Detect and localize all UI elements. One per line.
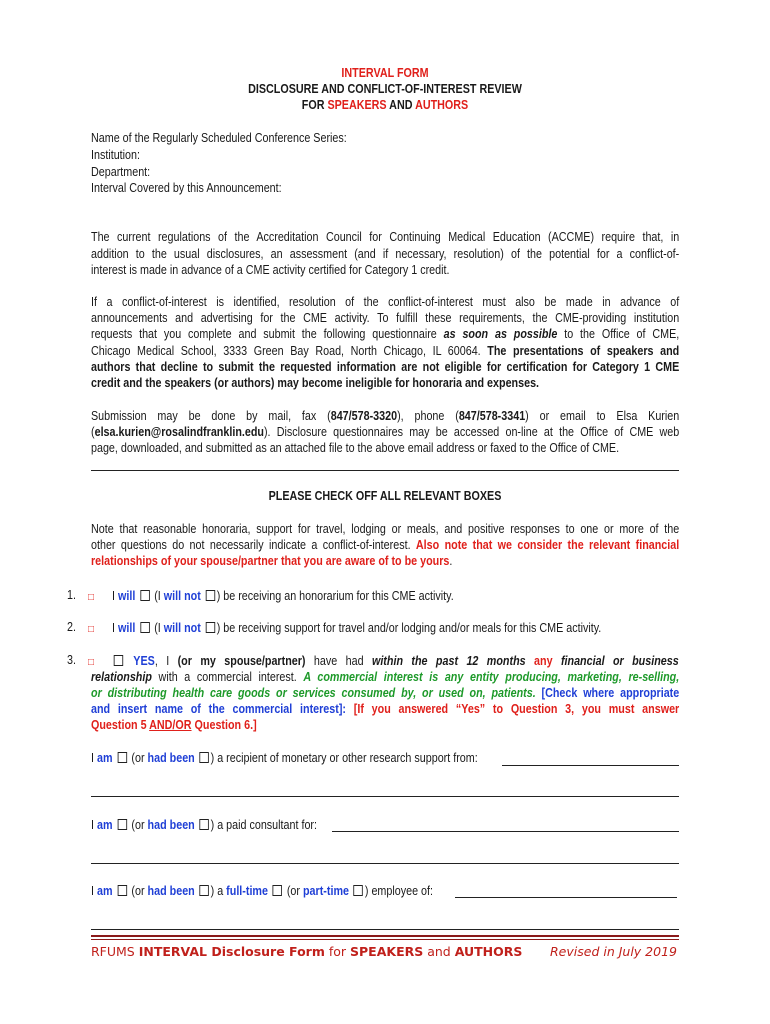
full-time-checkbox[interactable] (273, 885, 282, 896)
q3-yes-checkbox[interactable] (114, 655, 123, 666)
email-link[interactable]: elsa.kurien@rosalindfranklin.edu (94, 425, 264, 439)
employer-input[interactable] (455, 897, 677, 898)
q2-bullet (88, 620, 94, 638)
question-1: I will (I will not ) be receiving an honorarium for this CME activity. (112, 589, 454, 603)
q1-will-not-label: will not (163, 589, 201, 603)
para2-line5: authors that decline to submit the requested information are not eligible for certification for Category 1 CME (91, 360, 680, 374)
note-line1: Note that reasonable honoraria, support for travel, lodging or meals, and positive responses to one or more of the (91, 522, 680, 536)
q3-yes-label: YES (133, 654, 155, 668)
sub3-am-label: am (96, 884, 113, 898)
q3-line1: YES, I (or my spouse/partner) have had within the past 12 months any financial or business (112, 653, 679, 669)
question-2: I will (I will not ) be receiving support for travel and/or lodging and/or meals for this CME activity. (112, 621, 602, 635)
sub-research-support: I am (or had been ) a recipient of monetary or other research support from: (91, 751, 478, 765)
q1-will-checkbox[interactable] (140, 590, 149, 601)
sub2-had-been-label: had been (147, 818, 195, 832)
sub3-am-checkbox[interactable] (117, 885, 126, 896)
sub1-am-label: am (96, 751, 113, 765)
form-subtitle-text: DISCLOSURE AND CONFLICT-OF-INTEREST REVIEW (248, 82, 522, 96)
phone-number: 847/578-3341 (458, 409, 526, 423)
employer-input-line2[interactable] (91, 929, 679, 930)
sub1-am-checkbox[interactable] (117, 752, 126, 763)
check-heading: PLEASE CHECK OFF ALL RELEVANT BOXES (268, 489, 502, 503)
full-time-label: full-time (226, 884, 268, 898)
note-line2: other questions do not necessarily indicate a conflict-of-interest. Also note that we consider the relevant financial (91, 538, 680, 552)
sub2-am-label: am (96, 818, 113, 832)
q2-will-not-label: will not (163, 621, 201, 635)
paid-consultant-input[interactable] (332, 831, 679, 832)
field-interval-covered-label: Interval Covered by this Announcement: (91, 181, 282, 195)
q1-bullet (88, 588, 94, 606)
sub-employee: I am (or had been ) a full-time (or part-time ) employee of: (91, 884, 434, 898)
fax-number: 847/578-3320 (330, 409, 398, 423)
sub1-had-been-label: had been (147, 751, 195, 765)
research-support-input[interactable] (502, 765, 679, 766)
field-department[interactable] (91, 164, 160, 180)
q3-line5: Question 5 AND/OR Question 6.] (91, 718, 257, 732)
audience-and: AND (386, 98, 416, 112)
para3-line3: page, downloaded, and submitted as an attached file to the above email address or faxed to the Office of CME. (91, 441, 620, 455)
form-subtitle (0, 82, 770, 96)
field-conference-series[interactable] (91, 130, 388, 146)
q3-number: 3. (67, 653, 76, 667)
research-support-input-line2[interactable] (91, 796, 679, 797)
q1-will-not-checkbox[interactable] (206, 590, 215, 601)
para3-line1: Submission may be done by mail, fax (847/578-3320), phone (847/578-3341) or email to Elsa Kurien (91, 409, 680, 423)
para2-line3: requests that you complete and submit the following questionnaire as soon as possible to the Office of CME, (91, 327, 680, 341)
q1-number: 1. (67, 588, 76, 602)
bullet-icon: □ (88, 592, 95, 603)
asap-emphasis: as soon as possible (443, 327, 558, 341)
para1-line3: interest is made in advance of a CME activity certified for Category 1 credit. (91, 263, 450, 277)
para2-line2: announcements and advertising for the CME activity. To fulfill these requirements, the CME-providing institution (91, 311, 680, 325)
bullet-icon: □ (88, 657, 95, 668)
q2-number: 2. (67, 620, 76, 634)
field-institution-label: Institution: (91, 148, 141, 162)
field-institution[interactable] (91, 147, 148, 163)
paid-consultant-input-line2[interactable] (91, 863, 679, 864)
part-time-label: part-time (302, 884, 349, 898)
q3-line2: relationship with a commercial interest. A commercial interest is any entity producing, marketing, re-selling, (91, 670, 680, 684)
q2-will-not-checkbox[interactable] (206, 622, 215, 633)
q2-will-checkbox[interactable] (140, 622, 149, 633)
para3-line2: (elsa.kurien@rosalindfranklin.edu). Disclosure questionnaires may be accessed on-line at the Office of CME web (91, 425, 680, 439)
footer-rule (91, 935, 679, 937)
form-title (0, 66, 770, 80)
para2-line4: Chicago Medical School, 3333 Green Bay Road, North Chicago, IL 60064. The presentations of speakers and (91, 344, 680, 358)
part-time-checkbox[interactable] (354, 885, 363, 896)
field-conference-series-label: Name of the Regularly Scheduled Conference Series: (91, 131, 347, 145)
section-divider (91, 470, 679, 471)
note-line3: relationships of your spouse/partner that you are aware of to be yours. (91, 554, 453, 568)
sub3-had-been-checkbox[interactable] (199, 885, 208, 896)
sub1-had-been-checkbox[interactable] (199, 752, 208, 763)
bullet-icon: □ (88, 624, 95, 635)
audience-authors: AUTHORS (415, 98, 469, 112)
sub3-had-been-label: had been (147, 884, 195, 898)
footer-revised-date: Revised in July 2019 (550, 944, 677, 959)
q3-line4: and insert name of the commercial interest]: [If you answered “Yes” to Question 3, you must answer (91, 702, 680, 716)
audience-for: FOR (301, 98, 328, 112)
footer-title: RFUMS INTERVAL Disclosure Form for SPEAKERS and AUTHORS (91, 944, 523, 959)
form-title-text: INTERVAL FORM (341, 66, 429, 80)
para2-line1: If a conflict-of-interest is identified, resolution of the conflict-of-interest must also be made in advance of (91, 295, 680, 309)
para1-line1: The current regulations of the Accreditation Council for Continuing Medical Education (ACCME) require that, in (91, 230, 680, 244)
sub2-am-checkbox[interactable] (117, 819, 126, 830)
footer-rule-thin (91, 939, 679, 940)
audience-speakers: SPEAKERS (327, 98, 387, 112)
q1-will-label: will (117, 589, 136, 603)
para1-line2: addition to the usual disclosures, an assessment (and if necessary, resolution) of the potential for a conflict-of- (91, 247, 680, 261)
field-interval-covered[interactable] (91, 180, 313, 196)
q3-line3: or distributing health care goods or services consumed by, or used on, patients. [Check where appropriate (91, 686, 680, 700)
sub-paid-consultant: I am (or had been ) a paid consultant for: (91, 818, 318, 832)
field-department-label: Department: (91, 165, 151, 179)
sub2-had-been-checkbox[interactable] (199, 819, 208, 830)
q2-will-label: will (117, 621, 136, 635)
form-audience (0, 98, 770, 112)
para2-line6: credit and the speakers (or authors) may become ineligible for honoraria and expenses. (91, 376, 540, 390)
